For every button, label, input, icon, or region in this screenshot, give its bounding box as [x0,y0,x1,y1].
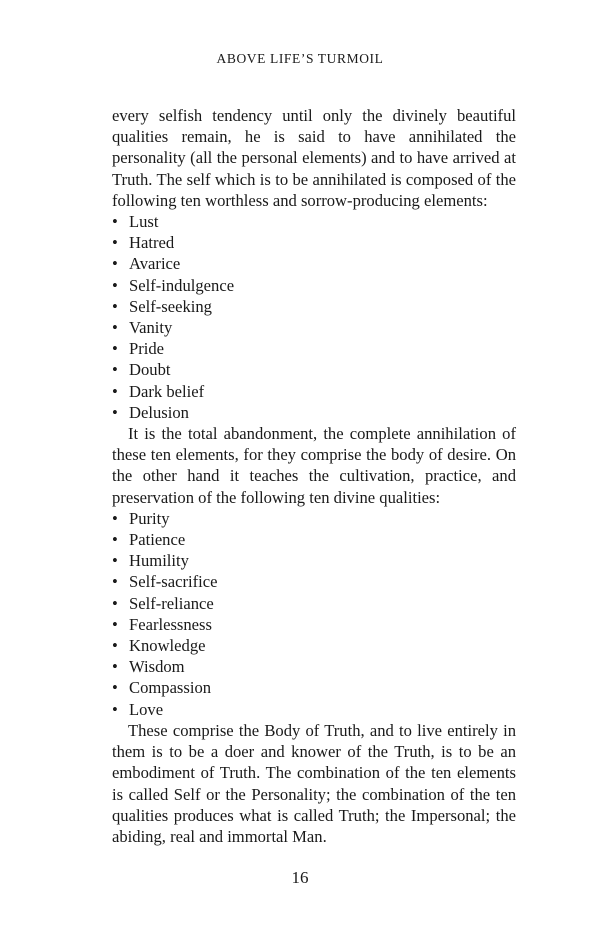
list-item: • Compassion [112,677,516,698]
paragraph-2: It is the total abandonment, the complete annihilation of these ten elements, for they comprise the body of desire. On the other hand it teaches the cultivation, practice, and preservation of the following ten divine qualities: [112,424,516,507]
elements-list [112,211,516,423]
body-text [112,105,516,847]
paragraph-1: every selfish tendency until only the divinely beautiful qualities remain, he is said to have annihilated the personality (all the personal elements) and to have arrived at Truth. The self which is to be annihilated is composed of the following ten worthless and sorrow-producing elements: [112,106,516,210]
qualities-list [112,508,516,720]
list-item: • Knowledge [112,635,516,656]
list-item: • Humility [112,550,516,571]
list-item: • Self-indulgence [112,275,516,296]
list-item: • Doubt [112,359,516,380]
list-item: • Dark belief [112,381,516,402]
list-item: • Pride [112,338,516,359]
list-item: • Vanity [112,317,516,338]
list-item: • Patience [112,529,516,550]
paragraph-3: These comprise the Body of Truth, and to live entirely in them is to be a doer and knower of the Truth, is to be an embodiment of Truth. The combination of the ten elements is called Self or the Personality; the combination of the ten qualities produces what is called Truth; the Impersonal; the abiding, real and immortal Man. [112,720,516,846]
list-item: • Self-sacrifice [112,571,516,592]
list-item: • Fearlessness [112,614,516,635]
list-item: • Wisdom [112,656,516,677]
list-item: • Hatred [112,232,516,253]
list-item: • Delusion [112,402,516,423]
list-item: • Love [112,699,516,720]
page-number: 16 [291,868,309,887]
list-item: • Purity [112,508,516,529]
running-header: ABOVE LIFE’S TURMOIL [216,51,384,66]
list-item: • Self-seeking [112,296,516,317]
list-item: • Self-reliance [112,593,516,614]
list-item: • Lust [112,211,516,232]
list-item: • Avarice [112,253,516,274]
